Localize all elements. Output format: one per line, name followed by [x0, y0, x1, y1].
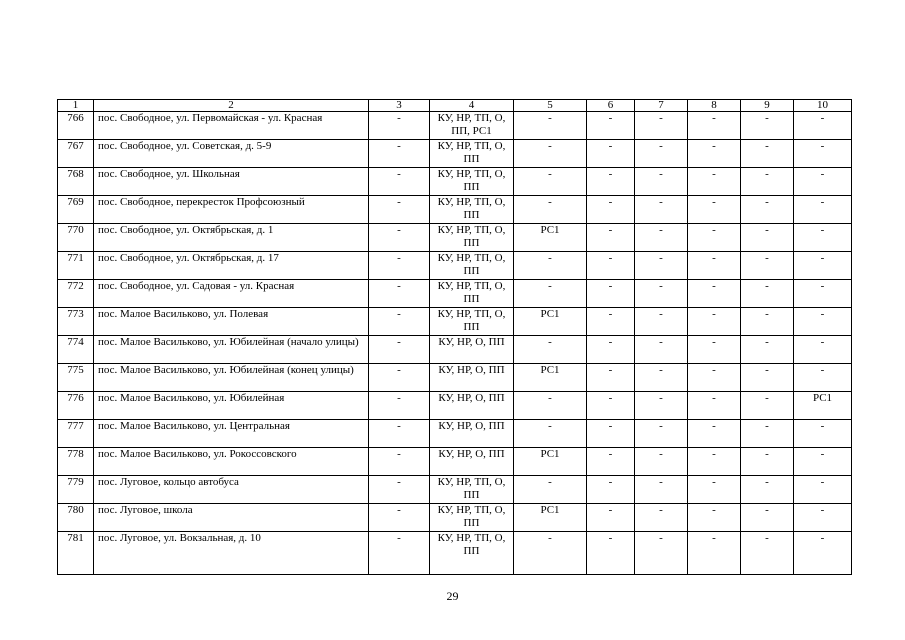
- value-cell: -: [587, 308, 635, 336]
- table-row: [58, 168, 852, 196]
- row-number-cell: 771: [58, 252, 94, 280]
- value-cell: -: [587, 252, 635, 280]
- value-cell: -: [794, 252, 852, 280]
- value-cell: -: [741, 280, 794, 308]
- value-cell: -: [587, 112, 635, 140]
- address-cell: пос. Малое Васильково, ул. Центральная: [94, 420, 369, 448]
- value-cell: -: [369, 336, 430, 364]
- value-cell: -: [514, 280, 587, 308]
- value-cell: -: [635, 112, 688, 140]
- table-row: [58, 252, 852, 280]
- value-cell: -: [635, 392, 688, 420]
- table-row: [58, 196, 852, 224]
- value-cell: -: [635, 336, 688, 364]
- value-cell: -: [741, 308, 794, 336]
- table-row: [58, 224, 852, 252]
- value-cell: -: [794, 196, 852, 224]
- value-cell: -: [741, 112, 794, 140]
- address-cell: пос. Малое Васильково, ул. Юбилейная (начало улицы): [94, 336, 369, 364]
- value-cell: -: [688, 168, 741, 196]
- value-cell: -: [635, 504, 688, 532]
- table-row: [58, 532, 852, 575]
- value-cell: -: [741, 224, 794, 252]
- value-cell: -: [635, 476, 688, 504]
- value-cell: -: [688, 224, 741, 252]
- value-cell: -: [741, 168, 794, 196]
- data-table: [57, 99, 852, 575]
- row-number-cell: 767: [58, 140, 94, 168]
- address-cell: пос. Свободное, ул. Октябрьская, д. 1: [94, 224, 369, 252]
- value-cell: -: [369, 448, 430, 476]
- row-number-cell: 780: [58, 504, 94, 532]
- table-row: [58, 364, 852, 392]
- value-cell: -: [688, 364, 741, 392]
- value-cell: -: [635, 140, 688, 168]
- value-cell: -: [587, 336, 635, 364]
- value-cell: -: [369, 252, 430, 280]
- table-row: [58, 420, 852, 448]
- value-cell: -: [369, 364, 430, 392]
- value-cell: РС1: [514, 224, 587, 252]
- value-cell: -: [794, 504, 852, 532]
- value-cell: -: [741, 392, 794, 420]
- value-cell: -: [587, 224, 635, 252]
- value-cell: -: [794, 364, 852, 392]
- row-number-cell: 766: [58, 112, 94, 140]
- value-cell: РС1: [514, 364, 587, 392]
- row-number-cell: 768: [58, 168, 94, 196]
- row-number-cell: 774: [58, 336, 94, 364]
- address-cell: пос. Луговое, ул. Вокзальная, д. 10: [94, 532, 369, 575]
- value-cell: -: [688, 336, 741, 364]
- table-row: [58, 280, 852, 308]
- value-cell: -: [688, 196, 741, 224]
- value-cell: -: [688, 532, 741, 575]
- value-cell: -: [794, 420, 852, 448]
- value-cell: -: [635, 224, 688, 252]
- row-number-cell: 779: [58, 476, 94, 504]
- row-number-cell: 777: [58, 420, 94, 448]
- value-cell: -: [369, 140, 430, 168]
- column-header-4: 4: [430, 100, 514, 112]
- value-cell: -: [369, 476, 430, 504]
- table-row: [58, 504, 852, 532]
- value-cell: РС1: [514, 504, 587, 532]
- table-row: [58, 476, 852, 504]
- value-cell: -: [635, 308, 688, 336]
- value-cell: -: [688, 252, 741, 280]
- value-cell: -: [688, 140, 741, 168]
- value-cell: -: [741, 364, 794, 392]
- value-cell: -: [635, 364, 688, 392]
- value-cell: -: [587, 448, 635, 476]
- value-cell: КУ, НР, ТП, О, ПП: [430, 476, 514, 504]
- address-cell: пос. Малое Васильково, ул. Рокоссовского: [94, 448, 369, 476]
- value-cell: -: [514, 532, 587, 575]
- value-cell: КУ, НР, ТП, О, ПП: [430, 532, 514, 575]
- page-number: 29: [446, 589, 459, 603]
- value-cell: КУ, НР, ТП, О, ПП: [430, 224, 514, 252]
- value-cell: -: [635, 420, 688, 448]
- table-row: [58, 336, 852, 364]
- row-number-cell: 770: [58, 224, 94, 252]
- value-cell: -: [369, 224, 430, 252]
- value-cell: -: [688, 504, 741, 532]
- address-cell: пос. Малое Васильково, ул. Полевая: [94, 308, 369, 336]
- value-cell: -: [688, 420, 741, 448]
- value-cell: КУ, НР, ТП, О, ПП: [430, 504, 514, 532]
- address-cell: пос. Свободное, ул. Советская, д. 5-9: [94, 140, 369, 168]
- value-cell: -: [688, 112, 741, 140]
- value-cell: -: [369, 392, 430, 420]
- value-cell: -: [741, 532, 794, 575]
- address-cell: пос. Свободное, ул. Октябрьская, д. 17: [94, 252, 369, 280]
- value-cell: -: [369, 532, 430, 575]
- value-cell: РС1: [794, 392, 852, 420]
- value-cell: РС1: [514, 308, 587, 336]
- column-header-9: 9: [741, 100, 794, 112]
- value-cell: -: [587, 140, 635, 168]
- value-cell: -: [514, 168, 587, 196]
- value-cell: -: [741, 196, 794, 224]
- value-cell: -: [794, 112, 852, 140]
- value-cell: -: [514, 420, 587, 448]
- address-cell: пос. Свободное, ул. Школьная: [94, 168, 369, 196]
- value-cell: -: [587, 280, 635, 308]
- row-number-cell: 781: [58, 532, 94, 575]
- column-header-1: 1: [58, 100, 94, 112]
- value-cell: КУ, НР, О, ПП: [430, 364, 514, 392]
- value-cell: -: [635, 532, 688, 575]
- address-cell: пос. Луговое, школа: [94, 504, 369, 532]
- value-cell: -: [587, 392, 635, 420]
- address-cell: пос. Свободное, ул. Первомайская - ул. Красная: [94, 112, 369, 140]
- value-cell: -: [794, 532, 852, 575]
- value-cell: -: [794, 448, 852, 476]
- value-cell: -: [794, 168, 852, 196]
- value-cell: -: [741, 252, 794, 280]
- row-number-cell: 773: [58, 308, 94, 336]
- header-row: [58, 100, 852, 112]
- value-cell: -: [794, 476, 852, 504]
- value-cell: -: [587, 196, 635, 224]
- value-cell: -: [587, 476, 635, 504]
- value-cell: -: [794, 140, 852, 168]
- table-row: [58, 140, 852, 168]
- column-header-10: 10: [794, 100, 852, 112]
- value-cell: -: [514, 336, 587, 364]
- row-number-cell: 776: [58, 392, 94, 420]
- value-cell: РС1: [514, 448, 587, 476]
- value-cell: КУ, НР, ТП, О, ПП: [430, 196, 514, 224]
- table-row: [58, 308, 852, 336]
- value-cell: -: [688, 476, 741, 504]
- value-cell: -: [514, 252, 587, 280]
- value-cell: КУ, НР, О, ПП: [430, 392, 514, 420]
- value-cell: -: [688, 448, 741, 476]
- column-header-2: 2: [94, 100, 369, 112]
- value-cell: -: [514, 140, 587, 168]
- column-header-3: 3: [369, 100, 430, 112]
- value-cell: -: [741, 504, 794, 532]
- value-cell: КУ, НР, ТП, О, ПП, РС1: [430, 112, 514, 140]
- value-cell: -: [741, 420, 794, 448]
- table-body: [58, 100, 852, 575]
- row-number-cell: 775: [58, 364, 94, 392]
- value-cell: -: [688, 392, 741, 420]
- value-cell: -: [369, 280, 430, 308]
- value-cell: -: [635, 196, 688, 224]
- value-cell: -: [369, 196, 430, 224]
- value-cell: -: [741, 140, 794, 168]
- value-cell: -: [794, 224, 852, 252]
- value-cell: -: [741, 448, 794, 476]
- value-cell: -: [688, 280, 741, 308]
- value-cell: КУ, НР, ТП, О, ПП: [430, 308, 514, 336]
- value-cell: -: [369, 420, 430, 448]
- value-cell: -: [369, 168, 430, 196]
- value-cell: КУ, НР, ТП, О, ПП: [430, 252, 514, 280]
- row-number-cell: 769: [58, 196, 94, 224]
- row-number-cell: 772: [58, 280, 94, 308]
- value-cell: -: [794, 308, 852, 336]
- address-cell: пос. Малое Васильково, ул. Юбилейная: [94, 392, 369, 420]
- value-cell: -: [369, 112, 430, 140]
- table-row: [58, 392, 852, 420]
- value-cell: -: [514, 392, 587, 420]
- column-header-8: 8: [688, 100, 741, 112]
- value-cell: -: [369, 504, 430, 532]
- value-cell: -: [794, 336, 852, 364]
- value-cell: -: [741, 476, 794, 504]
- value-cell: -: [587, 364, 635, 392]
- value-cell: -: [587, 532, 635, 575]
- value-cell: -: [635, 280, 688, 308]
- table-row: [58, 112, 852, 140]
- value-cell: КУ, НР, ТП, О, ПП: [430, 280, 514, 308]
- address-cell: пос. Малое Васильково, ул. Юбилейная (конец улицы): [94, 364, 369, 392]
- address-cell: пос. Свободное, перекресток Профсоюзный: [94, 196, 369, 224]
- value-cell: -: [514, 196, 587, 224]
- value-cell: КУ, НР, О, ПП: [430, 336, 514, 364]
- column-header-7: 7: [635, 100, 688, 112]
- value-cell: -: [688, 308, 741, 336]
- address-cell: пос. Свободное, ул. Садовая - ул. Красная: [94, 280, 369, 308]
- value-cell: -: [635, 168, 688, 196]
- value-cell: -: [741, 336, 794, 364]
- value-cell: -: [514, 476, 587, 504]
- value-cell: КУ, НР, ТП, О, ПП: [430, 168, 514, 196]
- value-cell: -: [369, 308, 430, 336]
- value-cell: -: [794, 280, 852, 308]
- value-cell: -: [635, 448, 688, 476]
- row-number-cell: 778: [58, 448, 94, 476]
- value-cell: КУ, НР, О, ПП: [430, 448, 514, 476]
- value-cell: КУ, НР, ТП, О, ПП: [430, 140, 514, 168]
- column-header-5: 5: [514, 100, 587, 112]
- value-cell: -: [635, 252, 688, 280]
- address-cell: пос. Луговое, кольцо автобуса: [94, 476, 369, 504]
- column-header-6: 6: [587, 100, 635, 112]
- value-cell: КУ, НР, О, ПП: [430, 420, 514, 448]
- value-cell: -: [587, 504, 635, 532]
- value-cell: -: [514, 112, 587, 140]
- table-row: [58, 448, 852, 476]
- value-cell: -: [587, 168, 635, 196]
- value-cell: -: [587, 420, 635, 448]
